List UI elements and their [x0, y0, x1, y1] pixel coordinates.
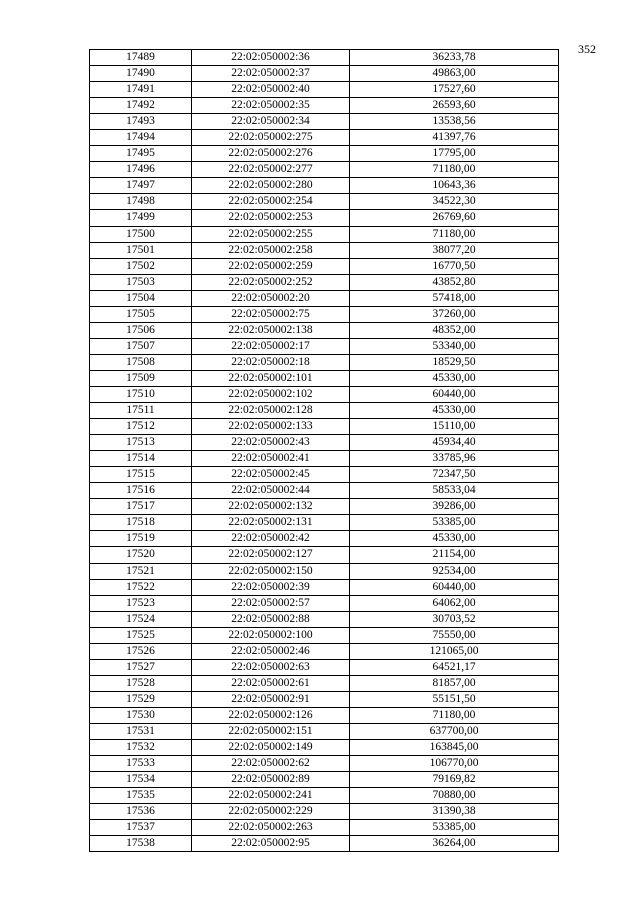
- table-row: [90, 114, 559, 130]
- row-number-cell: 17534: [90, 772, 192, 788]
- table-row: [90, 50, 559, 66]
- value-cell: 21154,00: [350, 547, 559, 563]
- row-number-cell: 17525: [90, 627, 192, 643]
- value-cell: 41397,76: [350, 130, 559, 146]
- value-cell: 55151,50: [350, 691, 559, 707]
- value-cell: 64521,17: [350, 659, 559, 675]
- value-cell: 13538,56: [350, 114, 559, 130]
- row-number-cell: 17537: [90, 820, 192, 836]
- cadastral-number-cell: 22:02:050002:101: [192, 370, 350, 386]
- table-row: [90, 306, 559, 322]
- table-row: [90, 563, 559, 579]
- table-row: [90, 435, 559, 451]
- row-number-cell: 17492: [90, 98, 192, 114]
- table-row: [90, 723, 559, 739]
- row-number-cell: 17500: [90, 226, 192, 242]
- row-number-cell: 17495: [90, 146, 192, 162]
- row-number-cell: 17517: [90, 499, 192, 515]
- cadastral-number-cell: 22:02:050002:75: [192, 306, 350, 322]
- row-number-cell: 17518: [90, 515, 192, 531]
- table-row: [90, 178, 559, 194]
- row-number-cell: 17529: [90, 691, 192, 707]
- value-cell: 36264,00: [350, 836, 559, 852]
- value-cell: 45330,00: [350, 370, 559, 386]
- table-row: [90, 386, 559, 402]
- row-number-cell: 17489: [90, 50, 192, 66]
- cadastral-number-cell: 22:02:050002:91: [192, 691, 350, 707]
- cadastral-number-cell: 22:02:050002:62: [192, 756, 350, 772]
- row-number-cell: 17533: [90, 756, 192, 772]
- value-cell: 30703,52: [350, 611, 559, 627]
- table-row: [90, 627, 559, 643]
- row-number-cell: 17512: [90, 419, 192, 435]
- value-cell: 75550,00: [350, 627, 559, 643]
- table-row: [90, 499, 559, 515]
- cadastral-number-cell: 22:02:050002:42: [192, 531, 350, 547]
- row-number-cell: 17496: [90, 162, 192, 178]
- row-number-cell: 17523: [90, 595, 192, 611]
- cadastral-number-cell: 22:02:050002:36: [192, 50, 350, 66]
- row-number-cell: 17499: [90, 210, 192, 226]
- value-cell: 58533,04: [350, 483, 559, 499]
- table-row: [90, 595, 559, 611]
- cadastral-number-cell: 22:02:050002:17: [192, 338, 350, 354]
- row-number-cell: 17516: [90, 483, 192, 499]
- cadastral-number-cell: 22:02:050002:259: [192, 258, 350, 274]
- value-cell: 53385,00: [350, 820, 559, 836]
- table-row: [90, 611, 559, 627]
- cadastral-number-cell: 22:02:050002:151: [192, 723, 350, 739]
- cadastral-number-cell: 22:02:050002:88: [192, 611, 350, 627]
- cadastral-number-cell: 22:02:050002:89: [192, 772, 350, 788]
- row-number-cell: 17510: [90, 386, 192, 402]
- value-cell: 60440,00: [350, 579, 559, 595]
- row-number-cell: 17530: [90, 707, 192, 723]
- value-cell: 17795,00: [350, 146, 559, 162]
- value-cell: 163845,00: [350, 740, 559, 756]
- value-cell: 34522,30: [350, 194, 559, 210]
- row-number-cell: 17522: [90, 579, 192, 595]
- value-cell: 53385,00: [350, 515, 559, 531]
- row-number-cell: 17503: [90, 274, 192, 290]
- row-number-cell: 17506: [90, 322, 192, 338]
- value-cell: 45330,00: [350, 403, 559, 419]
- cadastral-number-cell: 22:02:050002:253: [192, 210, 350, 226]
- cadastral-number-cell: 22:02:050002:63: [192, 659, 350, 675]
- row-number-cell: 17514: [90, 451, 192, 467]
- table-row: [90, 515, 559, 531]
- value-cell: 10643,36: [350, 178, 559, 194]
- table-row: [90, 451, 559, 467]
- cadastral-number-cell: 22:02:050002:37: [192, 66, 350, 82]
- row-number-cell: 17507: [90, 338, 192, 354]
- row-number-cell: 17491: [90, 82, 192, 98]
- row-number-cell: 17531: [90, 723, 192, 739]
- cadastral-number-cell: 22:02:050002:150: [192, 563, 350, 579]
- row-number-cell: 17515: [90, 467, 192, 483]
- cadastral-number-cell: 22:02:050002:41: [192, 451, 350, 467]
- cadastral-number-cell: 22:02:050002:102: [192, 386, 350, 402]
- cadastral-number-cell: 22:02:050002:127: [192, 547, 350, 563]
- cadastral-number-cell: 22:02:050002:229: [192, 804, 350, 820]
- cadastral-number-cell: 22:02:050002:254: [192, 194, 350, 210]
- cadastral-number-cell: 22:02:050002:131: [192, 515, 350, 531]
- row-number-cell: 17527: [90, 659, 192, 675]
- table-row: [90, 772, 559, 788]
- value-cell: 79169,82: [350, 772, 559, 788]
- value-cell: 37260,00: [350, 306, 559, 322]
- cadastral-number-cell: 22:02:050002:43: [192, 435, 350, 451]
- table-row: [90, 820, 559, 836]
- cadastral-number-cell: 22:02:050002:100: [192, 627, 350, 643]
- table-row: [90, 691, 559, 707]
- value-cell: 36233,78: [350, 50, 559, 66]
- table-row: [90, 194, 559, 210]
- table-row: [90, 547, 559, 563]
- row-number-cell: 17502: [90, 258, 192, 274]
- cadastral-number-cell: 22:02:050002:132: [192, 499, 350, 515]
- row-number-cell: 17498: [90, 194, 192, 210]
- row-number-cell: 17508: [90, 354, 192, 370]
- cadastral-number-cell: 22:02:050002:149: [192, 740, 350, 756]
- cadastral-number-cell: 22:02:050002:133: [192, 419, 350, 435]
- table-row: [90, 531, 559, 547]
- table-row: [90, 290, 559, 306]
- cadastral-number-cell: 22:02:050002:45: [192, 467, 350, 483]
- cadastral-number-cell: 22:02:050002:61: [192, 675, 350, 691]
- cadastral-number-cell: 22:02:050002:138: [192, 322, 350, 338]
- value-cell: 26769,60: [350, 210, 559, 226]
- table-row: [90, 274, 559, 290]
- table-row: [90, 258, 559, 274]
- cadastral-number-cell: 22:02:050002:34: [192, 114, 350, 130]
- table-row: [90, 788, 559, 804]
- cadastral-number-cell: 22:02:050002:263: [192, 820, 350, 836]
- cadastral-number-cell: 22:02:050002:46: [192, 643, 350, 659]
- cadastral-number-cell: 22:02:050002:95: [192, 836, 350, 852]
- table-row: [90, 419, 559, 435]
- table-row: [90, 370, 559, 386]
- row-number-cell: 17509: [90, 370, 192, 386]
- table-row: [90, 210, 559, 226]
- page-number: 352: [578, 42, 596, 56]
- table-row: [90, 226, 559, 242]
- value-cell: 72347,50: [350, 467, 559, 483]
- cadastral-number-cell: 22:02:050002:128: [192, 403, 350, 419]
- data-table: [89, 49, 559, 852]
- cadastral-number-cell: 22:02:050002:44: [192, 483, 350, 499]
- table-row: [90, 804, 559, 820]
- cadastral-number-cell: 22:02:050002:276: [192, 146, 350, 162]
- value-cell: 637700,00: [350, 723, 559, 739]
- cadastral-number-cell: 22:02:050002:40: [192, 82, 350, 98]
- value-cell: 60440,00: [350, 386, 559, 402]
- row-number-cell: 17493: [90, 114, 192, 130]
- cadastral-number-cell: 22:02:050002:18: [192, 354, 350, 370]
- cadastral-number-cell: 22:02:050002:252: [192, 274, 350, 290]
- cadastral-number-cell: 22:02:050002:275: [192, 130, 350, 146]
- row-number-cell: 17519: [90, 531, 192, 547]
- value-cell: 33785,96: [350, 451, 559, 467]
- table-row: [90, 756, 559, 772]
- row-number-cell: 17520: [90, 547, 192, 563]
- value-cell: 53340,00: [350, 338, 559, 354]
- cadastral-number-cell: 22:02:050002:57: [192, 595, 350, 611]
- row-number-cell: 17528: [90, 675, 192, 691]
- value-cell: 57418,00: [350, 290, 559, 306]
- table-row: [90, 66, 559, 82]
- cadastral-number-cell: 22:02:050002:277: [192, 162, 350, 178]
- value-cell: 17527,60: [350, 82, 559, 98]
- cadastral-number-cell: 22:02:050002:35: [192, 98, 350, 114]
- value-cell: 16770,50: [350, 258, 559, 274]
- row-number-cell: 17532: [90, 740, 192, 756]
- row-number-cell: 17513: [90, 435, 192, 451]
- row-number-cell: 17524: [90, 611, 192, 627]
- table-body: [90, 50, 559, 852]
- table-row: [90, 836, 559, 852]
- table-row: [90, 82, 559, 98]
- row-number-cell: 17504: [90, 290, 192, 306]
- value-cell: 43852,80: [350, 274, 559, 290]
- table-row: [90, 130, 559, 146]
- value-cell: 15110,00: [350, 419, 559, 435]
- cadastral-number-cell: 22:02:050002:280: [192, 178, 350, 194]
- table-row: [90, 659, 559, 675]
- table-row: [90, 740, 559, 756]
- row-number-cell: 17535: [90, 788, 192, 804]
- table-row: [90, 675, 559, 691]
- value-cell: 71180,00: [350, 162, 559, 178]
- row-number-cell: 17497: [90, 178, 192, 194]
- cadastral-number-cell: 22:02:050002:126: [192, 707, 350, 723]
- table-row: [90, 146, 559, 162]
- table-row: [90, 98, 559, 114]
- value-cell: 121065,00: [350, 643, 559, 659]
- row-number-cell: 17526: [90, 643, 192, 659]
- row-number-cell: 17538: [90, 836, 192, 852]
- table-row: [90, 242, 559, 258]
- table-row: [90, 483, 559, 499]
- cadastral-number-cell: 22:02:050002:255: [192, 226, 350, 242]
- row-number-cell: 17521: [90, 563, 192, 579]
- value-cell: 45330,00: [350, 531, 559, 547]
- table-row: [90, 403, 559, 419]
- table-row: [90, 354, 559, 370]
- value-cell: 70880,00: [350, 788, 559, 804]
- value-cell: 18529,50: [350, 354, 559, 370]
- row-number-cell: 17490: [90, 66, 192, 82]
- value-cell: 39286,00: [350, 499, 559, 515]
- table-row: [90, 707, 559, 723]
- value-cell: 81857,00: [350, 675, 559, 691]
- value-cell: 106770,00: [350, 756, 559, 772]
- row-number-cell: 17511: [90, 403, 192, 419]
- cadastral-number-cell: 22:02:050002:258: [192, 242, 350, 258]
- row-number-cell: 17494: [90, 130, 192, 146]
- value-cell: 49863,00: [350, 66, 559, 82]
- table-row: [90, 579, 559, 595]
- cadastral-number-cell: 22:02:050002:20: [192, 290, 350, 306]
- table-row: [90, 467, 559, 483]
- value-cell: 38077,20: [350, 242, 559, 258]
- table-row: [90, 162, 559, 178]
- value-cell: 31390,38: [350, 804, 559, 820]
- value-cell: 45934,40: [350, 435, 559, 451]
- value-cell: 92534,00: [350, 563, 559, 579]
- table-row: [90, 338, 559, 354]
- value-cell: 48352,00: [350, 322, 559, 338]
- table-row: [90, 643, 559, 659]
- value-cell: 26593,60: [350, 98, 559, 114]
- row-number-cell: 17536: [90, 804, 192, 820]
- value-cell: 71180,00: [350, 226, 559, 242]
- row-number-cell: 17501: [90, 242, 192, 258]
- row-number-cell: 17505: [90, 306, 192, 322]
- table-row: [90, 322, 559, 338]
- value-cell: 71180,00: [350, 707, 559, 723]
- cadastral-number-cell: 22:02:050002:39: [192, 579, 350, 595]
- value-cell: 64062,00: [350, 595, 559, 611]
- cadastral-number-cell: 22:02:050002:241: [192, 788, 350, 804]
